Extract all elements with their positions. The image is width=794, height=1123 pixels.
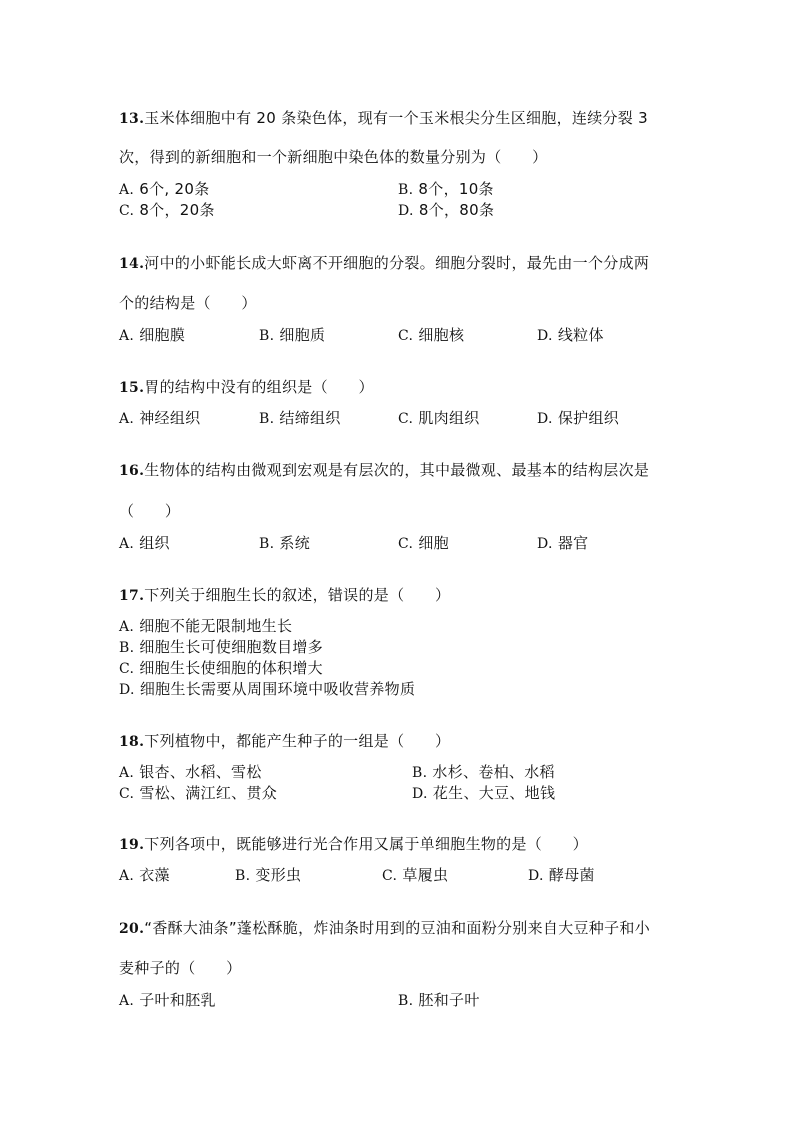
question-18-option-c: C. 雪松、满江红、贯众 [119, 784, 278, 802]
question-14-option-d: D. 线粒体 [537, 326, 604, 344]
question-16-stem-line-2 [119, 501, 180, 521]
question-20-stem-line-1 [119, 918, 650, 939]
question-19-option-c: C. 草履虫 [382, 866, 449, 884]
question-18-number: 18. [119, 734, 145, 750]
question-16-option-c: C. 细胞 [398, 534, 449, 552]
question-16-text-line-2: （ ） [119, 502, 181, 520]
question-19-text-line-1: 下列各项中，既能够进行光合作用又属于单细胞生物的是（ ） [144, 835, 588, 853]
question-17-text-line-1: 下列关于细胞生长的叙述，错误的是（ ） [144, 586, 451, 604]
question-13-option-a: A. 6个, 20条 [119, 180, 210, 198]
question-14-stem-line-1 [119, 253, 649, 274]
question-14-number: 14. [119, 256, 145, 272]
question-14-option-c: C. 细胞核 [398, 326, 465, 344]
question-14-option-b: B. 细胞质 [259, 326, 326, 344]
question-16-text-line-1: 生物体的结构由微观到宏观是有层次的，其中最微观、最基本的结构层次是 [144, 461, 650, 479]
question-16-stem-line-1 [119, 460, 649, 481]
question-15-text-line-1: 胃的结构中没有的组织是（ ） [144, 378, 374, 396]
question-13-option-c: C. 8个，20条 [119, 201, 215, 219]
question-17-option-c: C. 细胞生长使细胞的体积增大 [119, 659, 323, 677]
question-15-option-a: A. 神经组织 [119, 409, 201, 427]
question-15-stem-line-1 [119, 377, 374, 398]
question-14-text-line-1: 河中的小虾能长成大虾离不开细胞的分裂。细胞分裂时，最先由一个分成两 [144, 254, 650, 272]
question-20-option-a: A. 子叶和胚乳 [119, 991, 216, 1009]
question-17-stem-line-1 [119, 585, 450, 606]
question-15-option-d: D. 保护组织 [537, 409, 620, 427]
question-13-number: 13. [119, 111, 145, 127]
question-15-option-c: C. 肌肉组织 [398, 409, 480, 427]
question-19-number: 19. [119, 837, 145, 853]
question-19-option-d: D. 酵母菌 [528, 866, 595, 884]
question-20-text-line-1: “香酥大油条”蓬松酥脆，炸油条时用到的豆油和面粉分别来自大豆种子和小 [144, 919, 651, 937]
question-18-option-a: A. 银杏、水稻、雪松 [119, 763, 262, 781]
question-17-option-d: D. 细胞生长需要从周围环境中吸收营养物质 [119, 680, 416, 698]
question-19-stem-line-1 [119, 834, 588, 855]
question-17-number: 17. [119, 588, 145, 604]
question-13-stem-line-1 [119, 108, 648, 129]
question-16-number: 16. [119, 463, 145, 479]
question-16-option-a: A. 组织 [119, 534, 170, 552]
question-16-option-d: D. 器官 [537, 534, 589, 552]
question-19-option-b: B. 变形虫 [235, 866, 302, 884]
question-17-option-a: A. 细胞不能无限制地生长 [119, 617, 293, 635]
question-18-text-line-1: 下列植物中，都能产生种子的一组是（ ） [144, 732, 451, 750]
question-16-option-b: B. 系统 [259, 534, 311, 552]
question-20-stem-line-2 [119, 958, 241, 978]
question-14-text-line-2: 个的结构是（ ） [119, 294, 257, 312]
question-14-option-a: A. 细胞膜 [119, 326, 186, 344]
question-13-option-b: B. 8个，10条 [398, 180, 494, 198]
question-13-stem-line-2 [119, 147, 547, 167]
question-20-option-b: B. 胚和子叶 [398, 991, 480, 1009]
question-20-number: 20. [119, 921, 145, 937]
question-19-option-a: A. 衣藻 [119, 866, 170, 884]
question-18-option-d: D. 花生、大豆、地钱 [412, 784, 556, 802]
question-13-text-line-2: 次，得到的新细胞和一个新细胞中染色体的数量分别为（ ） [119, 148, 548, 166]
question-14-stem-line-2 [119, 293, 257, 313]
question-13-option-d: D. 8个，80条 [398, 201, 495, 219]
question-15-option-b: B. 结缔组织 [259, 409, 341, 427]
question-20-text-line-2: 麦种子的（ ） [119, 959, 242, 977]
question-18-stem-line-1 [119, 731, 450, 752]
question-13-text-line-1: 玉米体细胞中有 20 条染色体，现有一个玉米根尖分生区细胞，连续分裂 3 [144, 109, 649, 127]
question-18-option-b: B. 水杉、卷柏、水稻 [412, 763, 555, 781]
question-17-option-b: B. 细胞生长可使细胞数目增多 [119, 638, 324, 656]
question-15-number: 15. [119, 380, 145, 396]
